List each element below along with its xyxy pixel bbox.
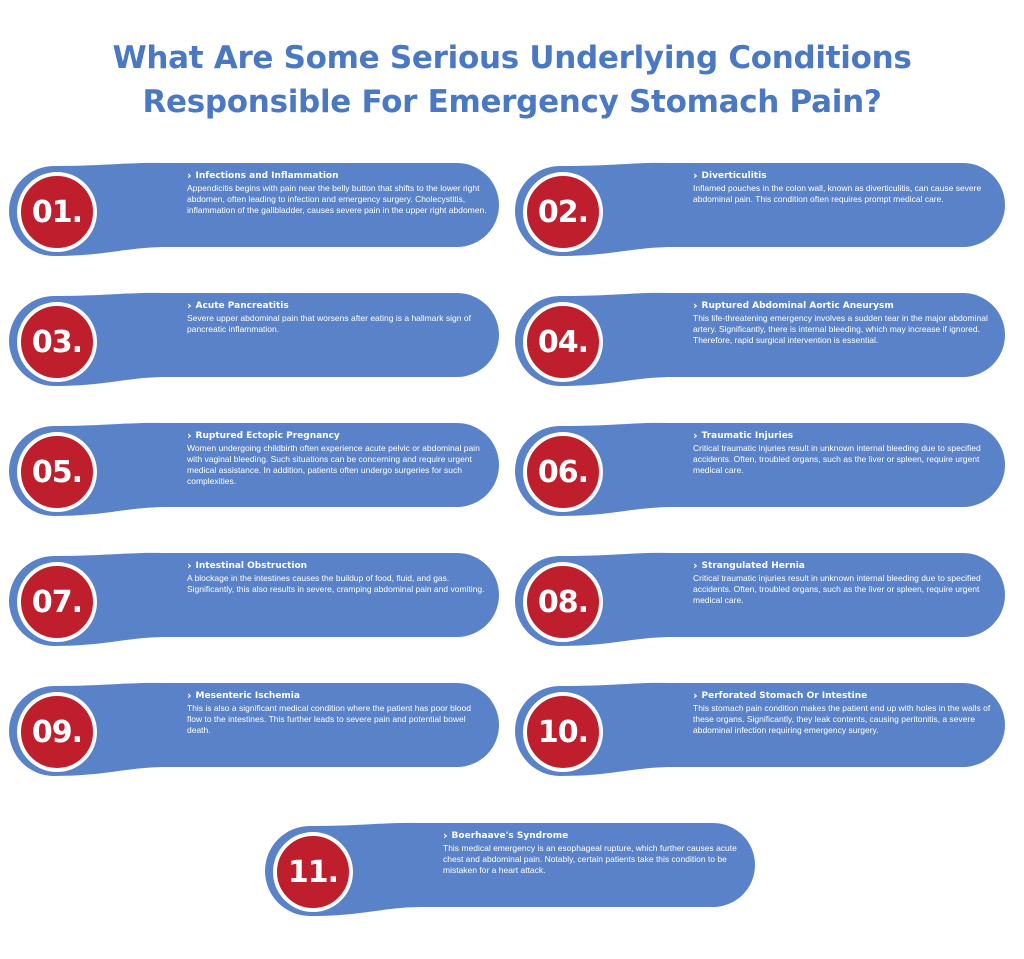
- card-description: Critical traumatic injuries result in unknown internal bleeding due to specified accidents. Often, troubled organs, such as the liver or spleen, require urgent medical care.: [693, 573, 981, 605]
- card-number: 03.: [31, 324, 83, 360]
- condition-card-10: [518, 680, 1018, 790]
- title-line-2: Responsible For Emergency Stomach Pain?: [142, 84, 882, 120]
- number-badge: [17, 562, 97, 642]
- condition-card-5: [12, 420, 512, 530]
- card-number: 11.: [287, 854, 339, 890]
- card-heading-row: [693, 560, 993, 572]
- card-content: [693, 690, 993, 736]
- chevron-right-icon: ›: [693, 429, 698, 442]
- card-heading-row: [693, 430, 993, 442]
- chevron-right-icon: ›: [187, 299, 192, 312]
- card-heading: Traumatic Injuries: [701, 431, 794, 441]
- chevron-right-icon: ›: [693, 299, 698, 312]
- card-number: 08.: [537, 584, 589, 620]
- chevron-right-icon: ›: [187, 559, 192, 572]
- card-number: 06.: [537, 454, 589, 490]
- card-heading: Intestinal Obstruction: [195, 561, 308, 571]
- card-heading: Diverticulitis: [701, 171, 767, 181]
- number-badge: [17, 302, 97, 382]
- condition-card-2: [518, 160, 1018, 270]
- card-content: [187, 430, 487, 487]
- card-heading-row: [187, 430, 487, 442]
- card-heading-row: [693, 690, 993, 702]
- condition-card-9: [12, 680, 512, 790]
- card-number: 04.: [537, 324, 589, 360]
- card-description: Inflamed pouches in the colon wall, known as diverticulitis, can cause severe abdominal pain. This condition often requires prompt medical care.: [693, 183, 982, 204]
- chevron-right-icon: ›: [693, 689, 698, 702]
- chevron-right-icon: ›: [693, 169, 698, 182]
- card-heading-row: [693, 300, 993, 312]
- card-description: Severe upper abdominal pain that worsens after eating is a hallmark sign of pancreatic inflammation.: [187, 313, 471, 334]
- card-heading-row: [693, 170, 993, 182]
- card-content: [443, 830, 743, 876]
- card-number: 10.: [537, 714, 589, 750]
- number-badge: [273, 832, 353, 912]
- card-number: 02.: [537, 194, 589, 230]
- card-description: A blockage in the intestines causes the buildup of food, fluid, and gas. Significantly, this also results in severe, cramping abdominal pain and vomiting.: [187, 573, 485, 594]
- card-content: [693, 430, 993, 476]
- number-badge: [17, 432, 97, 512]
- condition-card-6: [518, 420, 1018, 530]
- card-heading: Ruptured Ectopic Pregnancy: [195, 431, 340, 441]
- number-badge: [523, 562, 603, 642]
- chevron-right-icon: ›: [693, 559, 698, 572]
- card-heading: Infections and Inflammation: [195, 171, 339, 181]
- card-description: Women undergoing childbirth often experience acute pelvic or abdominal pain with vaginal bleeding. Such situations can be concerning and require urgent medical assistance. In addition, patients often undergo surgeries for such complexities.: [187, 443, 480, 486]
- condition-card-11: [268, 820, 768, 930]
- condition-card-8: [518, 550, 1018, 660]
- card-heading-row: [187, 690, 487, 702]
- card-content: [693, 300, 993, 346]
- card-heading-row: [187, 300, 487, 312]
- condition-card-4: [518, 290, 1018, 400]
- number-badge: [523, 172, 603, 252]
- number-badge: [523, 692, 603, 772]
- card-description: Critical traumatic injuries result in unknown internal bleeding due to specified accidents. Often, troubled organs, such as the liver or spleen, require urgent medical care.: [693, 443, 981, 475]
- card-heading: Boerhaave's Syndrome: [451, 831, 569, 841]
- chevron-right-icon: ›: [443, 829, 448, 842]
- card-heading: Perforated Stomach Or Intestine: [701, 691, 868, 701]
- card-content: [187, 690, 487, 736]
- number-badge: [17, 172, 97, 252]
- condition-card-3: [12, 290, 512, 400]
- card-content: [693, 560, 993, 606]
- card-heading: Mesenteric Ischemia: [195, 691, 300, 701]
- card-heading: Ruptured Abdominal Aortic Aneurysm: [701, 301, 894, 311]
- page-title: [0, 36, 1024, 124]
- chevron-right-icon: ›: [187, 689, 192, 702]
- card-number: 05.: [31, 454, 83, 490]
- card-description: This stomach pain condition makes the patient end up with holes in the walls of these organs. Significantly, they leak contents, causing peritonitis, a severe abdominal infection requiring emergency surgery.: [693, 703, 991, 735]
- card-number: 09.: [31, 714, 83, 750]
- title-line-1: What Are Some Serious Underlying Conditions: [112, 40, 912, 76]
- card-heading: Acute Pancreatitis: [195, 301, 289, 311]
- card-heading: Strangulated Hernia: [701, 561, 805, 571]
- number-badge: [523, 302, 603, 382]
- condition-card-1: [12, 160, 512, 270]
- number-badge: [523, 432, 603, 512]
- card-content: [693, 170, 993, 205]
- card-content: [187, 560, 487, 595]
- card-heading-row: [443, 830, 743, 842]
- chevron-right-icon: ›: [187, 429, 192, 442]
- chevron-right-icon: ›: [187, 169, 192, 182]
- card-content: [187, 170, 487, 216]
- card-description: Appendicitis begins with pain near the belly button that shifts to the lower right abdomen, often leading to infection and emergency surgery. Cholecystitis, inflammation of the gallbladder, causes severe pain in the upper right abdomen.: [187, 183, 487, 215]
- card-number: 01.: [31, 194, 83, 230]
- card-content: [187, 300, 487, 335]
- card-heading-row: [187, 170, 487, 182]
- condition-card-7: [12, 550, 512, 660]
- card-number: 07.: [31, 584, 83, 620]
- number-badge: [17, 692, 97, 772]
- card-description: This medical emergency is an esophageal rupture, which further causes acute chest and abdominal pain. Notably, certain patients take this condition to be mistaken for a heart attack.: [443, 843, 737, 875]
- card-heading-row: [187, 560, 487, 572]
- card-description: This is also a significant medical condition where the patient has poor blood flow to the intestines. This further leads to severe pain and potential bowel death.: [187, 703, 471, 735]
- card-description: This life-threatening emergency involves a sudden tear in the major abdominal artery. Significantly, there is internal bleeding, which may increase if ignored. Therefore, rapid surgical intervention is essential.: [693, 313, 988, 345]
